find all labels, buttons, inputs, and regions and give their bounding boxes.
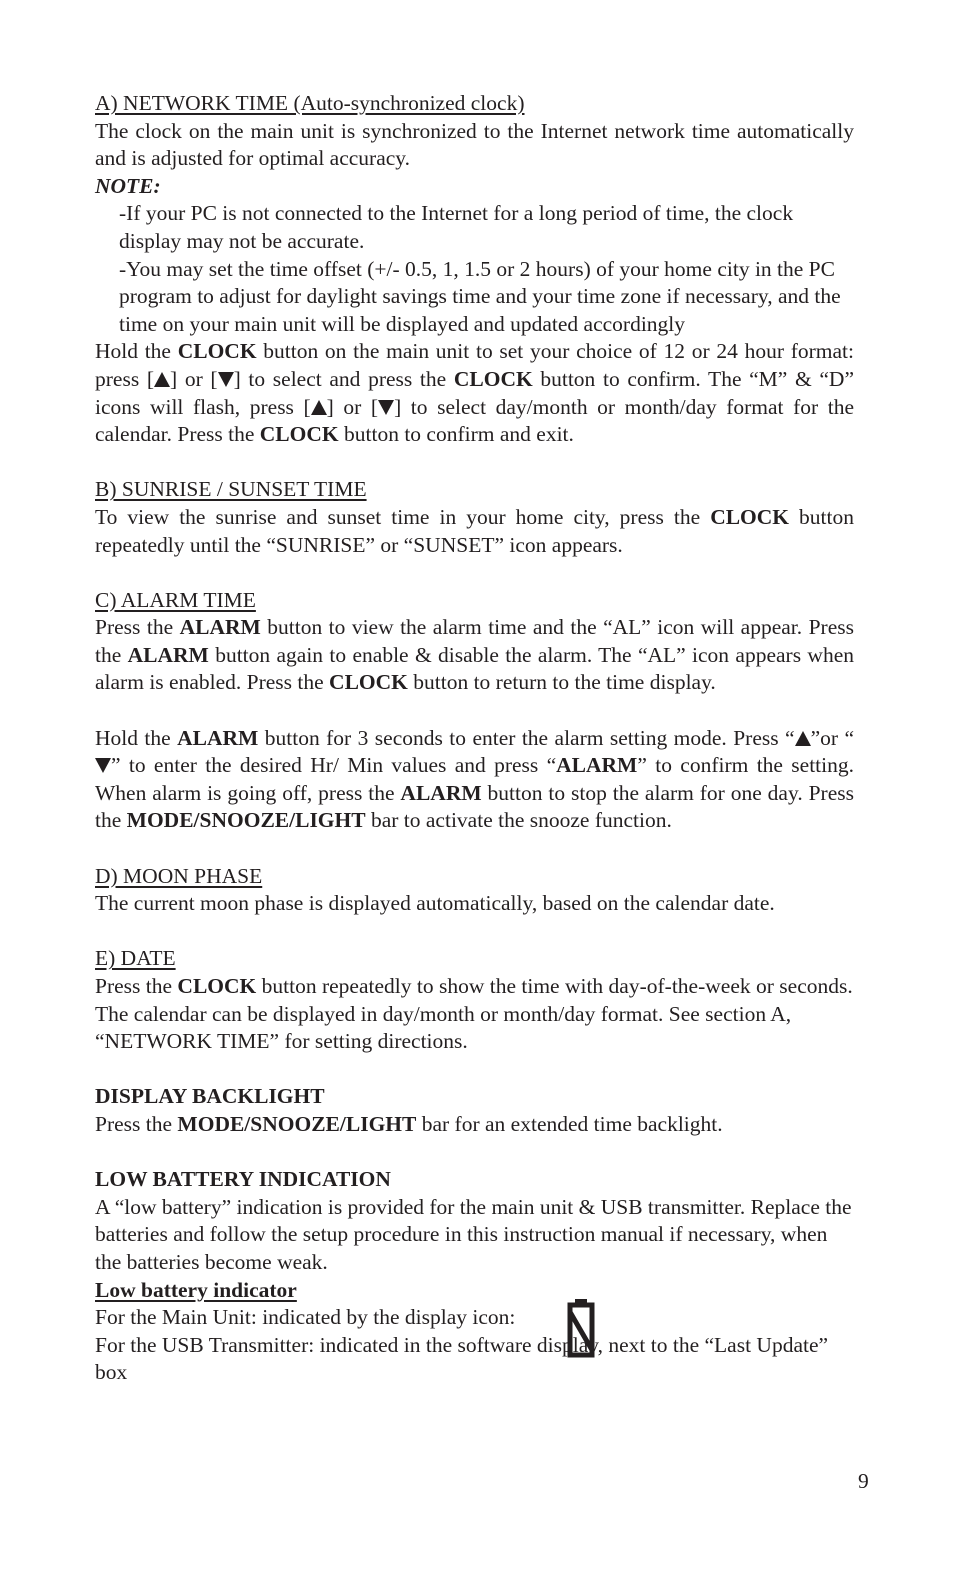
text-run: bar for an extended time backlight. (416, 1111, 723, 1136)
low-battery-text: A “low battery” indication is provided for the main unit & USB transmitter. Replace the batteries and follow the setup procedure in this instruction manual if necessary, when the batteries become weak. (95, 1194, 852, 1274)
alarm-view-paragraph (95, 614, 854, 697)
manual-page (95, 90, 854, 1387)
up-arrow-icon (154, 372, 170, 387)
text-run: To view the sunrise and sunset time in your home city, press the (95, 504, 711, 529)
main-unit-line (95, 1304, 854, 1332)
up-arrow-icon (795, 731, 811, 746)
note-item-1: -If your PC is not connected to the Internet for a long period of time, the clock display may not be accurate. (119, 201, 794, 253)
text-run: button repeatedly to show the time with day-of-the-week or seconds. The calendar can be displayed in day/month or month/day format. See section A, “NETWORK TIME” for setting directions. (95, 974, 853, 1054)
text-run: ] or [ (326, 394, 379, 419)
text-run: Press the (95, 615, 180, 640)
text-run: button to stop the alarm for one day. Press the (95, 780, 854, 833)
section-c-heading: C) ALARM TIME (95, 587, 256, 612)
text-run: button again to enable & disable the alarm. The “AL” icon appears when alarm is enabled. Press the (95, 642, 854, 695)
text-run: Press the (95, 1111, 178, 1136)
snooze-bar-label: MODE/SNOOZE/LIGHT (177, 1111, 417, 1136)
section-b-heading: B) SUNRISE / SUNSET TIME (95, 477, 367, 502)
backlight-paragraph (95, 1111, 854, 1139)
low-battery-heading: LOW BATTERY INDICATION (95, 1167, 391, 1192)
alarm-button-label: ALARM (127, 642, 209, 667)
section-d-heading: D) MOON PHASE (95, 863, 263, 888)
text-run: button to view the alarm time and the “AL” icon will appear. Press the (95, 615, 854, 667)
spacer (95, 697, 854, 725)
text-run: ”or “ (810, 725, 854, 750)
alarm-button-label: ALARM (556, 753, 638, 778)
section-e-heading: E) DATE (95, 946, 176, 971)
clock-format-paragraph (95, 338, 854, 448)
clock-button-label: CLOCK (710, 504, 790, 529)
text-run: Hold the (95, 725, 178, 750)
text-run: ” to enter the desired Hr/ Min values and press “ (111, 753, 557, 778)
spacer (95, 1056, 854, 1084)
note-item-2: -You may set the time offset (+/- 0.5, 1, 1.5 or 2 hours) of your home city in the PC program to adjust for daylight savings time and your time zone if necessary, and the time on your main unit will be displayed and updated accordingly (119, 256, 841, 336)
text-run: button on the main unit to set your choice of 12 or 24 hour format: press [ (95, 339, 854, 391)
text-run: button to return to the time display. (407, 670, 716, 695)
alarm-setting-paragraph (95, 725, 854, 835)
down-arrow-icon (378, 400, 394, 415)
spacer (95, 918, 854, 946)
snooze-bar-label: MODE/SNOOZE/LIGHT (126, 808, 366, 833)
clock-button-label: CLOCK (177, 339, 257, 364)
sunrise-paragraph (95, 504, 854, 559)
text-run: Hold the (95, 339, 178, 364)
moon-phase-text: The current moon phase is displayed automatically, based on the calendar date. (95, 891, 775, 916)
text-run: ] to select and press the (233, 366, 454, 391)
text-run: button for 3 seconds to enter the alarm setting mode. Press “ (258, 725, 795, 750)
main-unit-text: For the Main Unit: indicated by the display icon: (95, 1305, 516, 1330)
alarm-button-label: ALARM (177, 725, 259, 750)
text-run: button repeatedly until the “SUNRISE” or “SUNSET” icon appears. (95, 504, 854, 557)
section-a-intro: The clock on the main unit is synchronized to the Internet network time automatically and is adjusted for optimal accuracy. (95, 118, 854, 171)
text-run: button to confirm. The “M” & “D” icons will flash, press [ (95, 366, 854, 419)
text-run: button to confirm and exit. (338, 422, 574, 447)
down-arrow-icon (95, 758, 111, 773)
section-a-heading: A) NETWORK TIME (Auto-synchronized clock) (95, 91, 525, 115)
spacer (95, 835, 854, 863)
clock-button-label: CLOCK (453, 366, 533, 391)
date-paragraph (95, 973, 854, 1056)
note-label: NOTE: (95, 173, 161, 198)
spacer (95, 449, 854, 477)
text-run: bar to activate the snooze function. (365, 808, 672, 833)
backlight-heading: DISPLAY BACKLIGHT (95, 1084, 325, 1109)
text-run: ” to confirm the setting. When alarm is going off, press the (95, 753, 854, 805)
usb-transmitter-text: For the USB Transmitter: indicated in the software display, next to the “Last Update” box (95, 1332, 829, 1385)
clock-button-label: CLOCK (329, 670, 408, 695)
page-number: 9 (858, 1469, 869, 1493)
text-run: ] to select day/month or month/day format for the calendar. Press the (95, 394, 855, 447)
spacer (95, 1139, 854, 1167)
alarm-button-label: ALARM (400, 780, 482, 805)
down-arrow-icon (218, 372, 234, 387)
low-battery-indicator-heading: Low battery indicator (95, 1277, 297, 1302)
clock-button-label: CLOCK (259, 422, 339, 447)
up-arrow-icon (311, 400, 327, 415)
clock-button-label: CLOCK (177, 974, 257, 998)
alarm-button-label: ALARM (179, 615, 261, 640)
text-run: ] or [ (170, 366, 218, 391)
low-battery-icon (565, 1298, 597, 1358)
spacer (95, 559, 854, 587)
text-run: Press the (95, 974, 178, 998)
